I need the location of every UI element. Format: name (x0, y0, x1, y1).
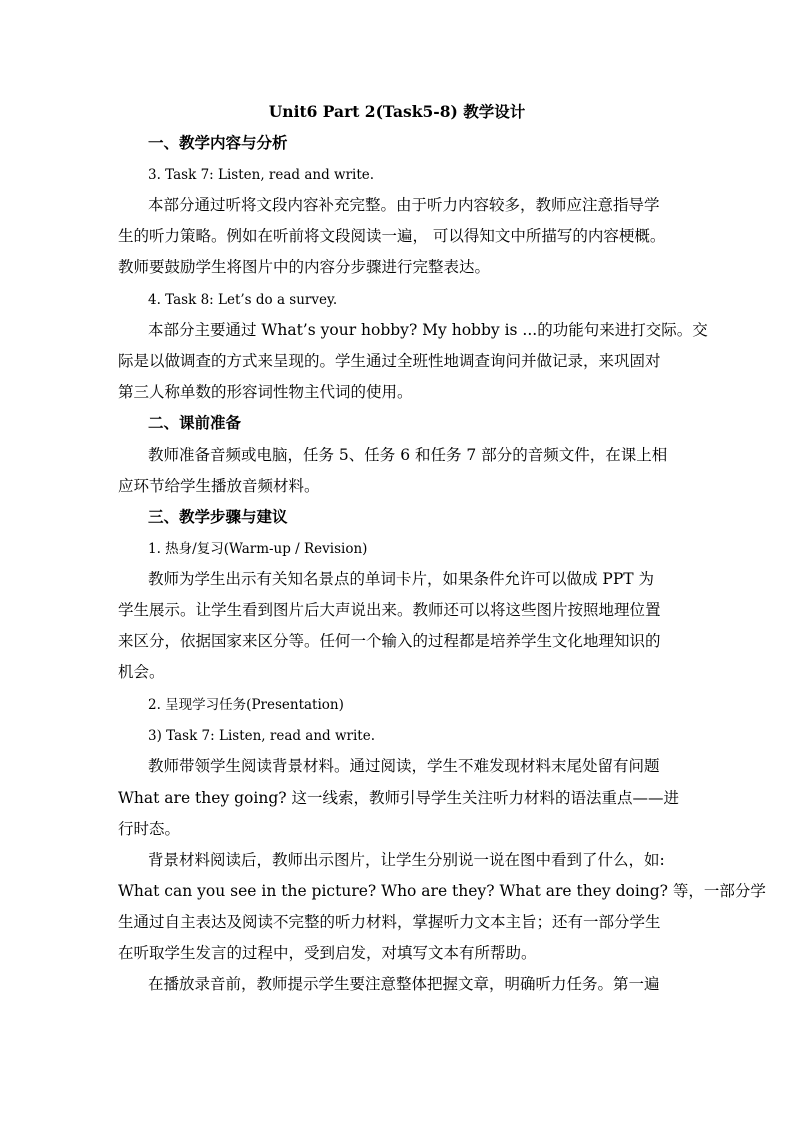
paragraph-line: 生通过自主表达及阅读不完整的听力材料，掌握听力文本主旨；还有一部分学生 (118, 913, 661, 931)
paragraph-line: 在听取学生发言的过程中，受到启发，对填写文本有所帮助。 (118, 944, 537, 962)
paragraph-line: 背景材料阅读后，教师出示图片，让学生分别说一说在图中看到了什么，如: (148, 851, 665, 869)
paragraph-line: 教师要鼓励学生将图片中的内容分步骤进行完整表达。 (118, 258, 491, 276)
paragraph-line: 学生展示。让学生看到图片后大声说出来。教师还可以将这些图片按照地理位置 (118, 601, 661, 619)
presentation-heading: 2. 呈现学习任务(Presentation) (148, 697, 344, 713)
paragraph-line: What are they going? 这一线索，教师引导学生关注听力材料的语法重点——进 (118, 789, 679, 807)
paragraph-line: What can you see in the picture? Who are they? What are they doing? 等，一部分学 (118, 882, 766, 900)
task-8-heading: 4. Task 8: Let’s do a survey. (148, 292, 338, 308)
paragraph-line: 本部分主要通过 What’s your hobby? My hobby is ...的功能句来进打交际。交 (148, 321, 708, 339)
section-heading-preparation: 二、课前准备 (148, 413, 242, 432)
task-7-heading: 3. Task 7: Listen, read and write. (148, 167, 375, 183)
paragraph-line: 教师准备音频或电脑，任务 5、任务 6 和任务 7 部分的音频文件，在课上相 (148, 446, 668, 464)
task-7-subheading: 3) Task 7: Listen, read and write. (148, 728, 376, 744)
paragraph-line: 行时态。 (118, 820, 181, 838)
section-heading-content-analysis: 一、教学内容与分析 (148, 133, 288, 152)
paragraph-line: 际是以做调查的方式来呈现的。学生通过全班性地调查询问并做记录，来巩固对 (118, 352, 661, 370)
document-title: Unit6 Part 2(Task5-8) 教学设计 (268, 102, 526, 121)
paragraph-line: 教师为学生出示有关知名景点的单词卡片，如果条件允许可以做成 PPT 为 (148, 570, 655, 588)
paragraph-line: 第三人称单数的形容词性物主代词的使用。 (118, 383, 413, 401)
paragraph-line: 生的听力策略。例如在听前将文段阅读一遍， 可以得知文中所描写的内容梗概。 (118, 227, 666, 245)
paragraph-line: 应环节给学生播放音频材料。 (118, 477, 320, 495)
paragraph-line: 本部分通过听将文段内容补充完整。由于听力内容较多，教师应注意指导学 (148, 196, 660, 214)
paragraph-line: 教师带领学生阅读背景材料。通过阅读，学生不难发现材料末尾处留有问题 (148, 757, 660, 775)
paragraph-line: 在播放录音前，教师提示学生要注意整体把握文章，明确听力任务。第一遍 (148, 975, 660, 993)
section-heading-steps: 三、教学步骤与建议 (148, 507, 288, 526)
paragraph-line: 机会。 (118, 663, 165, 681)
warm-up-heading: 1. 热身/复习(Warm-up / Revision) (148, 541, 368, 557)
paragraph-line: 来区分，依据国家来区分等。任何一个输入的过程都是培养学生文化地理知识的 (118, 632, 661, 650)
